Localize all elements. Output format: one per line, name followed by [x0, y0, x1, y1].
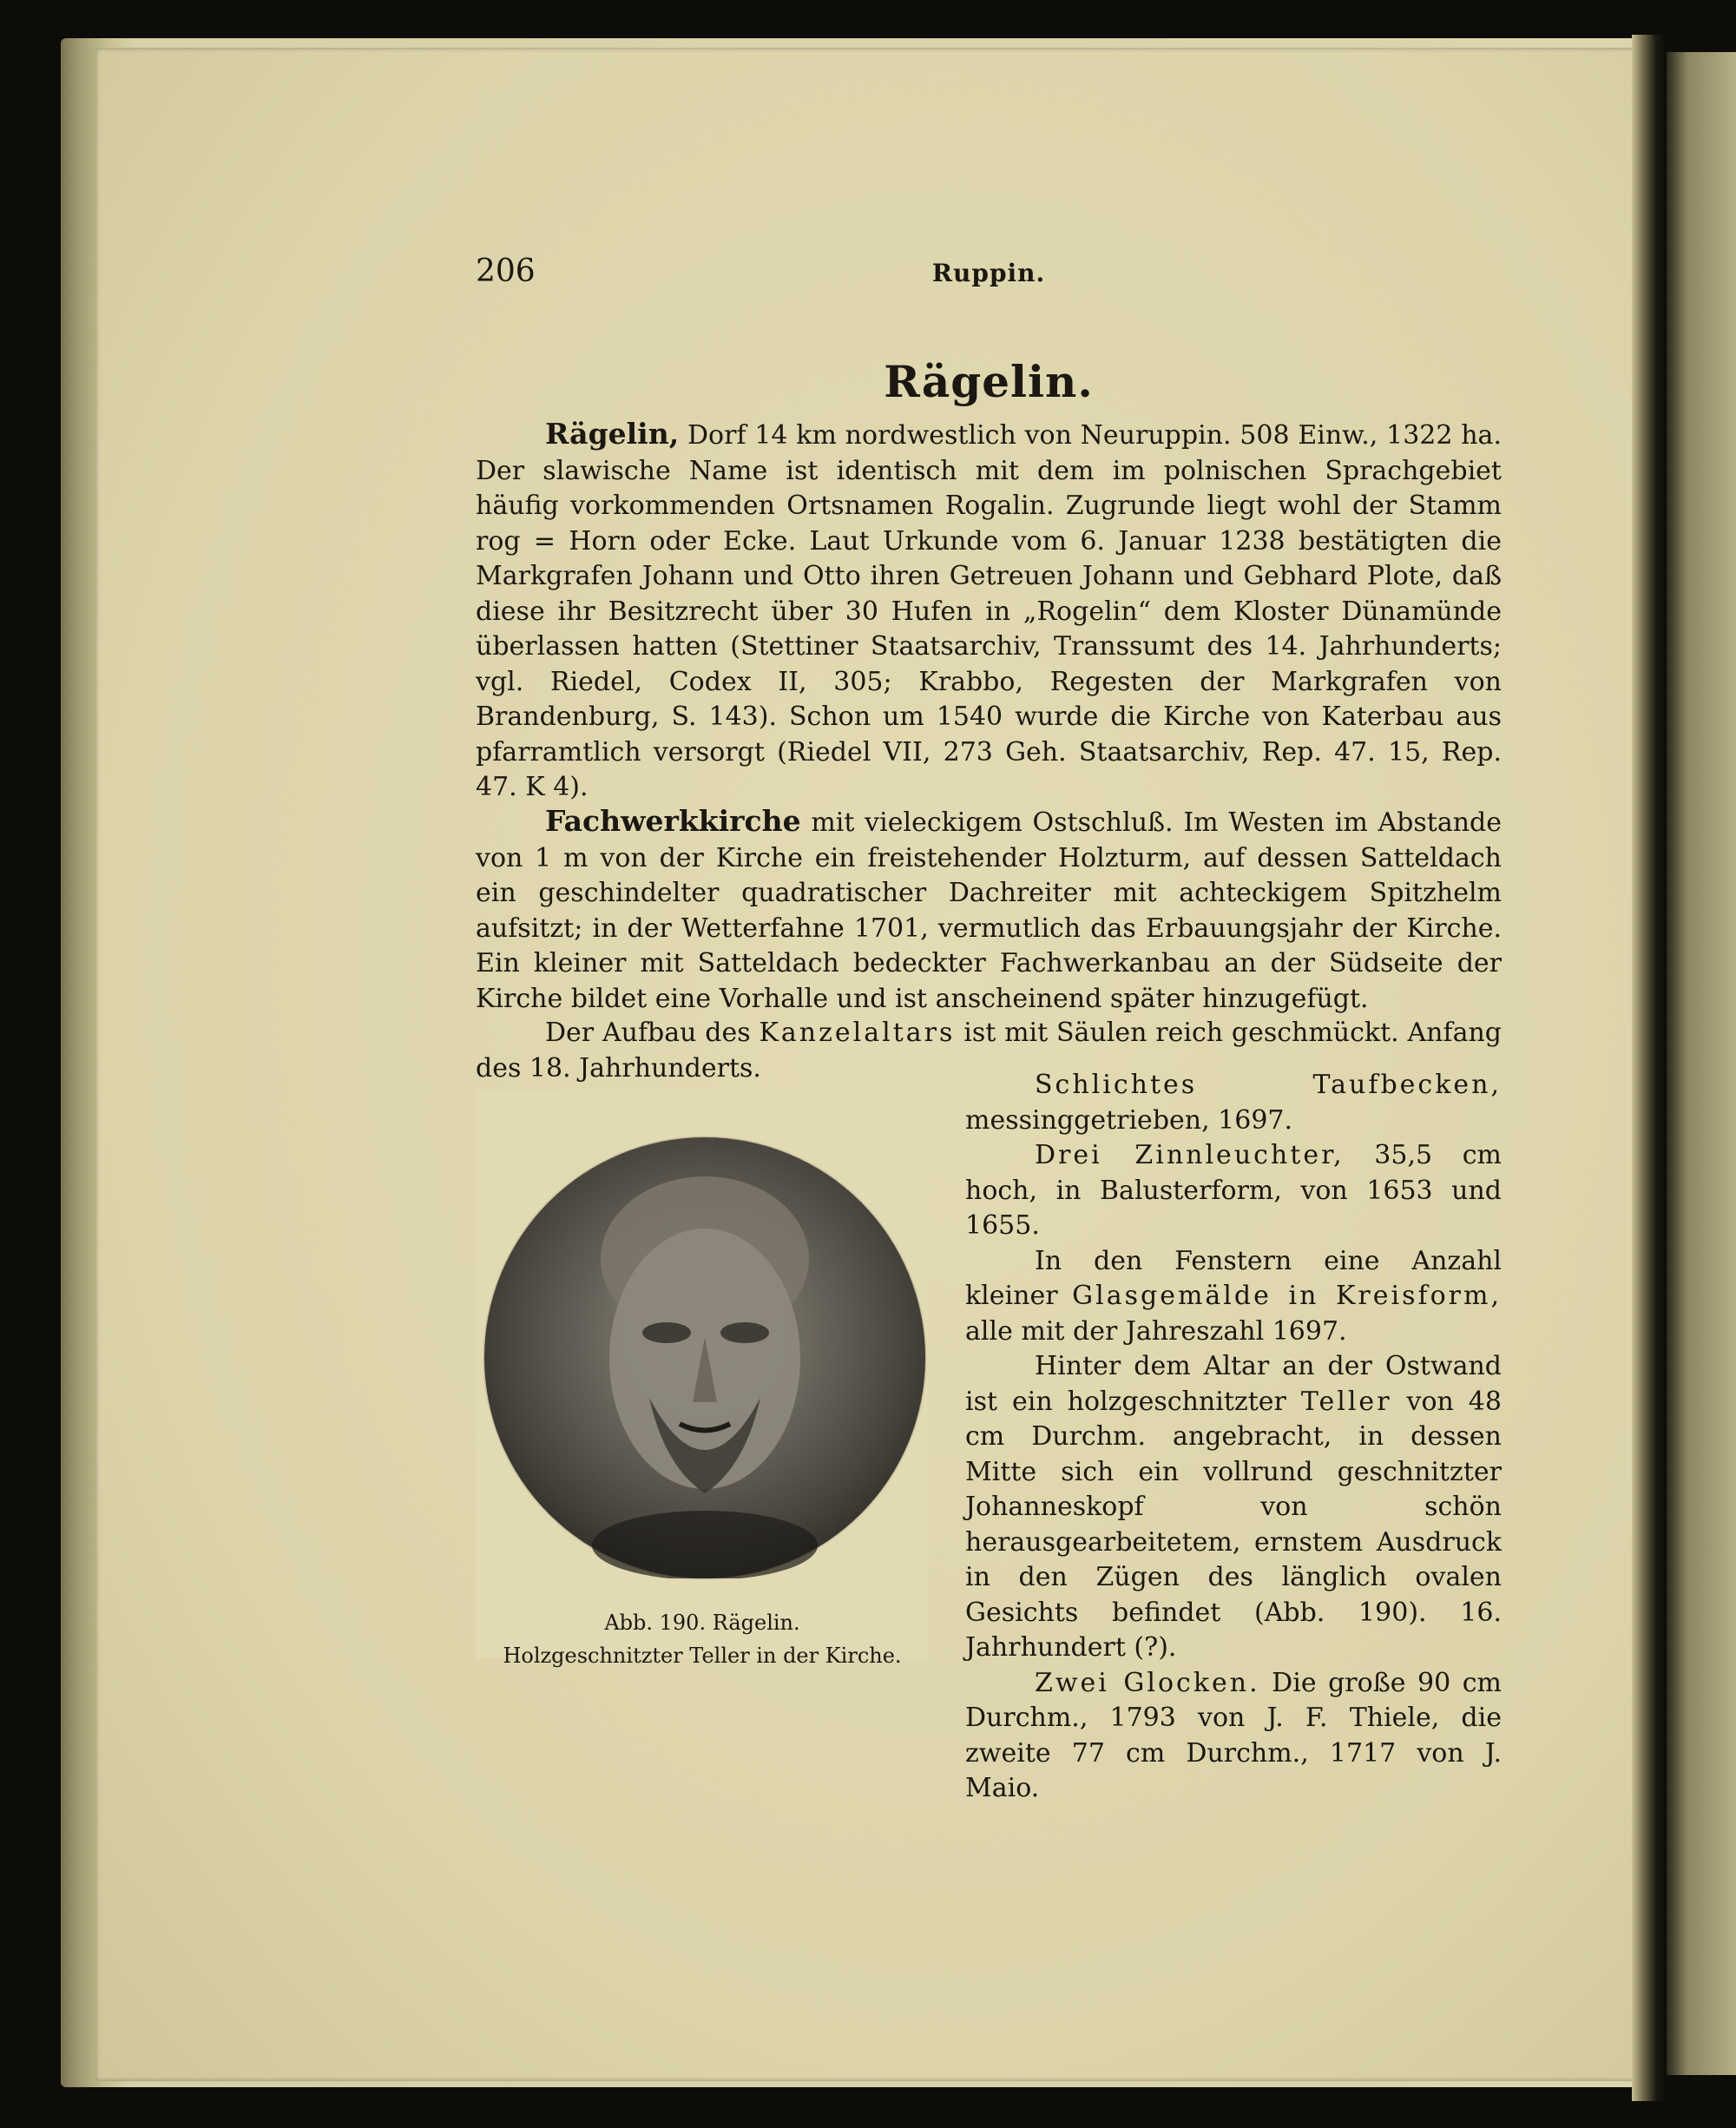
altar-term: Kanzelaltars	[759, 1018, 956, 1048]
item-font	[965, 1068, 1502, 1138]
figure-caption-number: Abb. 190. Rägelin.	[604, 1611, 800, 1635]
section-title: Rägelin.	[884, 356, 1094, 407]
item-text: Die große 90 cm Durchm., 1793 von J. F. Thiele, die zweite 77 cm Durchm., 1717 von J. Maio.	[965, 1667, 1502, 1803]
book-gutter	[1632, 35, 1667, 2101]
item-text: 35,5 cm hoch, in Balusterform, von 1653 und 1655.	[965, 1140, 1502, 1241]
item-bells	[965, 1666, 1502, 1807]
item-term: Teller	[1300, 1386, 1392, 1417]
item-glass-paintings	[965, 1244, 1502, 1350]
church-text: mit vieleckigem Ostschluß. Im Westen im Abstande von 1 m von der Kirche ein freistehender Holzturm, auf dessen Satteldach ein geschindelter quadratischer Dachreiter mit achteckigem Spitzhelm aufsitzt; in der Wetterfahne 1701, vermutlich das Erbauungsjahr der Kirche. Ein kleiner mit Satteldach bedeckter Fachwerkanbau an der Südseite der Kirche bildet eine Vorhalle und ist anscheinend später hinzugefügt.	[476, 807, 1502, 1014]
facing-page-edge	[1667, 52, 1736, 2075]
figure-caption-text: Holzgeschnitzter Teller in der Kirche.	[503, 1644, 902, 1668]
running-head: Ruppin.	[931, 259, 1046, 287]
intro-lead-word: Rägelin,	[545, 417, 680, 451]
carved-head-illustration	[484, 1137, 925, 1578]
item-text: von 48 cm Durchm. angebracht, in dessen Mitte sich ein vollrund geschnitzter Johanneskopf von schön herausgearbeitetem, ernstem Ausdruck in den Zügen des länglich ovalen Gesichts befindet (Abb. 190). 16. Jahrhundert (?).	[965, 1386, 1502, 1663]
inventory-column	[965, 1068, 1502, 1807]
intro-text: Dorf 14 km nordwestlich von Neuruppin. 508 Einw., 1322 ha. Der slawische Name ist identisch mit dem im polnischen Sprachgebiet häufig vorkommenden Ortsnamen Rogalin. Zugrunde liegt wohl der Stamm rog = Horn oder Ecke. Laut Urkunde vom 6. Januar 1238 bestätigten die Markgrafen Johann und Otto ihren Getreuen Johann und Gebhard Plote, daß diese ihr Besitzrecht über 30 Hufen in „Rogelin“ dem Kloster Dünamünde überlassen hatten (Stettiner Staatsarchiv, Transsumt des 14. Jahrhunderts; vgl. Riedel, Codex II, 305; Krabbo, Regesten der Markgrafen von Brandenburg, S. 143). Schon um 1540 wurde die Kirche von Katerbau aus pfarramtlich versorgt (Riedel VII, 273 Geh. Staatsarchiv, Rep. 47. 15, Rep. 47. K 4).	[476, 420, 1502, 802]
item-text-before: In den Fenstern eine Anzahl kleiner	[965, 1245, 1502, 1311]
item-plate	[965, 1349, 1502, 1666]
item-term: Glasgemälde in Kreisform,	[1072, 1281, 1502, 1311]
item-term: Zwei Glocken.	[1035, 1667, 1260, 1698]
item-term: Drei Zinnleuchter,	[1035, 1140, 1345, 1170]
item-text-before: Hinter dem Altar an der Ostwand ist ein holzgeschnitzter	[965, 1351, 1502, 1417]
carved-head-medallion-image	[484, 1137, 925, 1578]
altar-text-after: ist mit Säulen reich geschmückt. Anfang des 18. Jahrhunderts.	[476, 1018, 1503, 1084]
church-paragraph	[476, 804, 1502, 1017]
figure-190	[476, 1090, 929, 1658]
church-lead-word: Fachwerkkirche	[545, 804, 801, 838]
altar-text-before: Der Aufbau des	[545, 1018, 751, 1048]
item-candlesticks	[965, 1138, 1502, 1244]
item-text: alle mit der Jahreszahl 1697.	[965, 1315, 1347, 1347]
page-number: 206	[476, 254, 536, 289]
item-text: messinggetrieben, 1697.	[965, 1104, 1293, 1136]
item-term: Schlichtes Taufbecken,	[1035, 1070, 1502, 1100]
intro-paragraph	[476, 417, 1502, 806]
page-header	[476, 254, 1502, 297]
